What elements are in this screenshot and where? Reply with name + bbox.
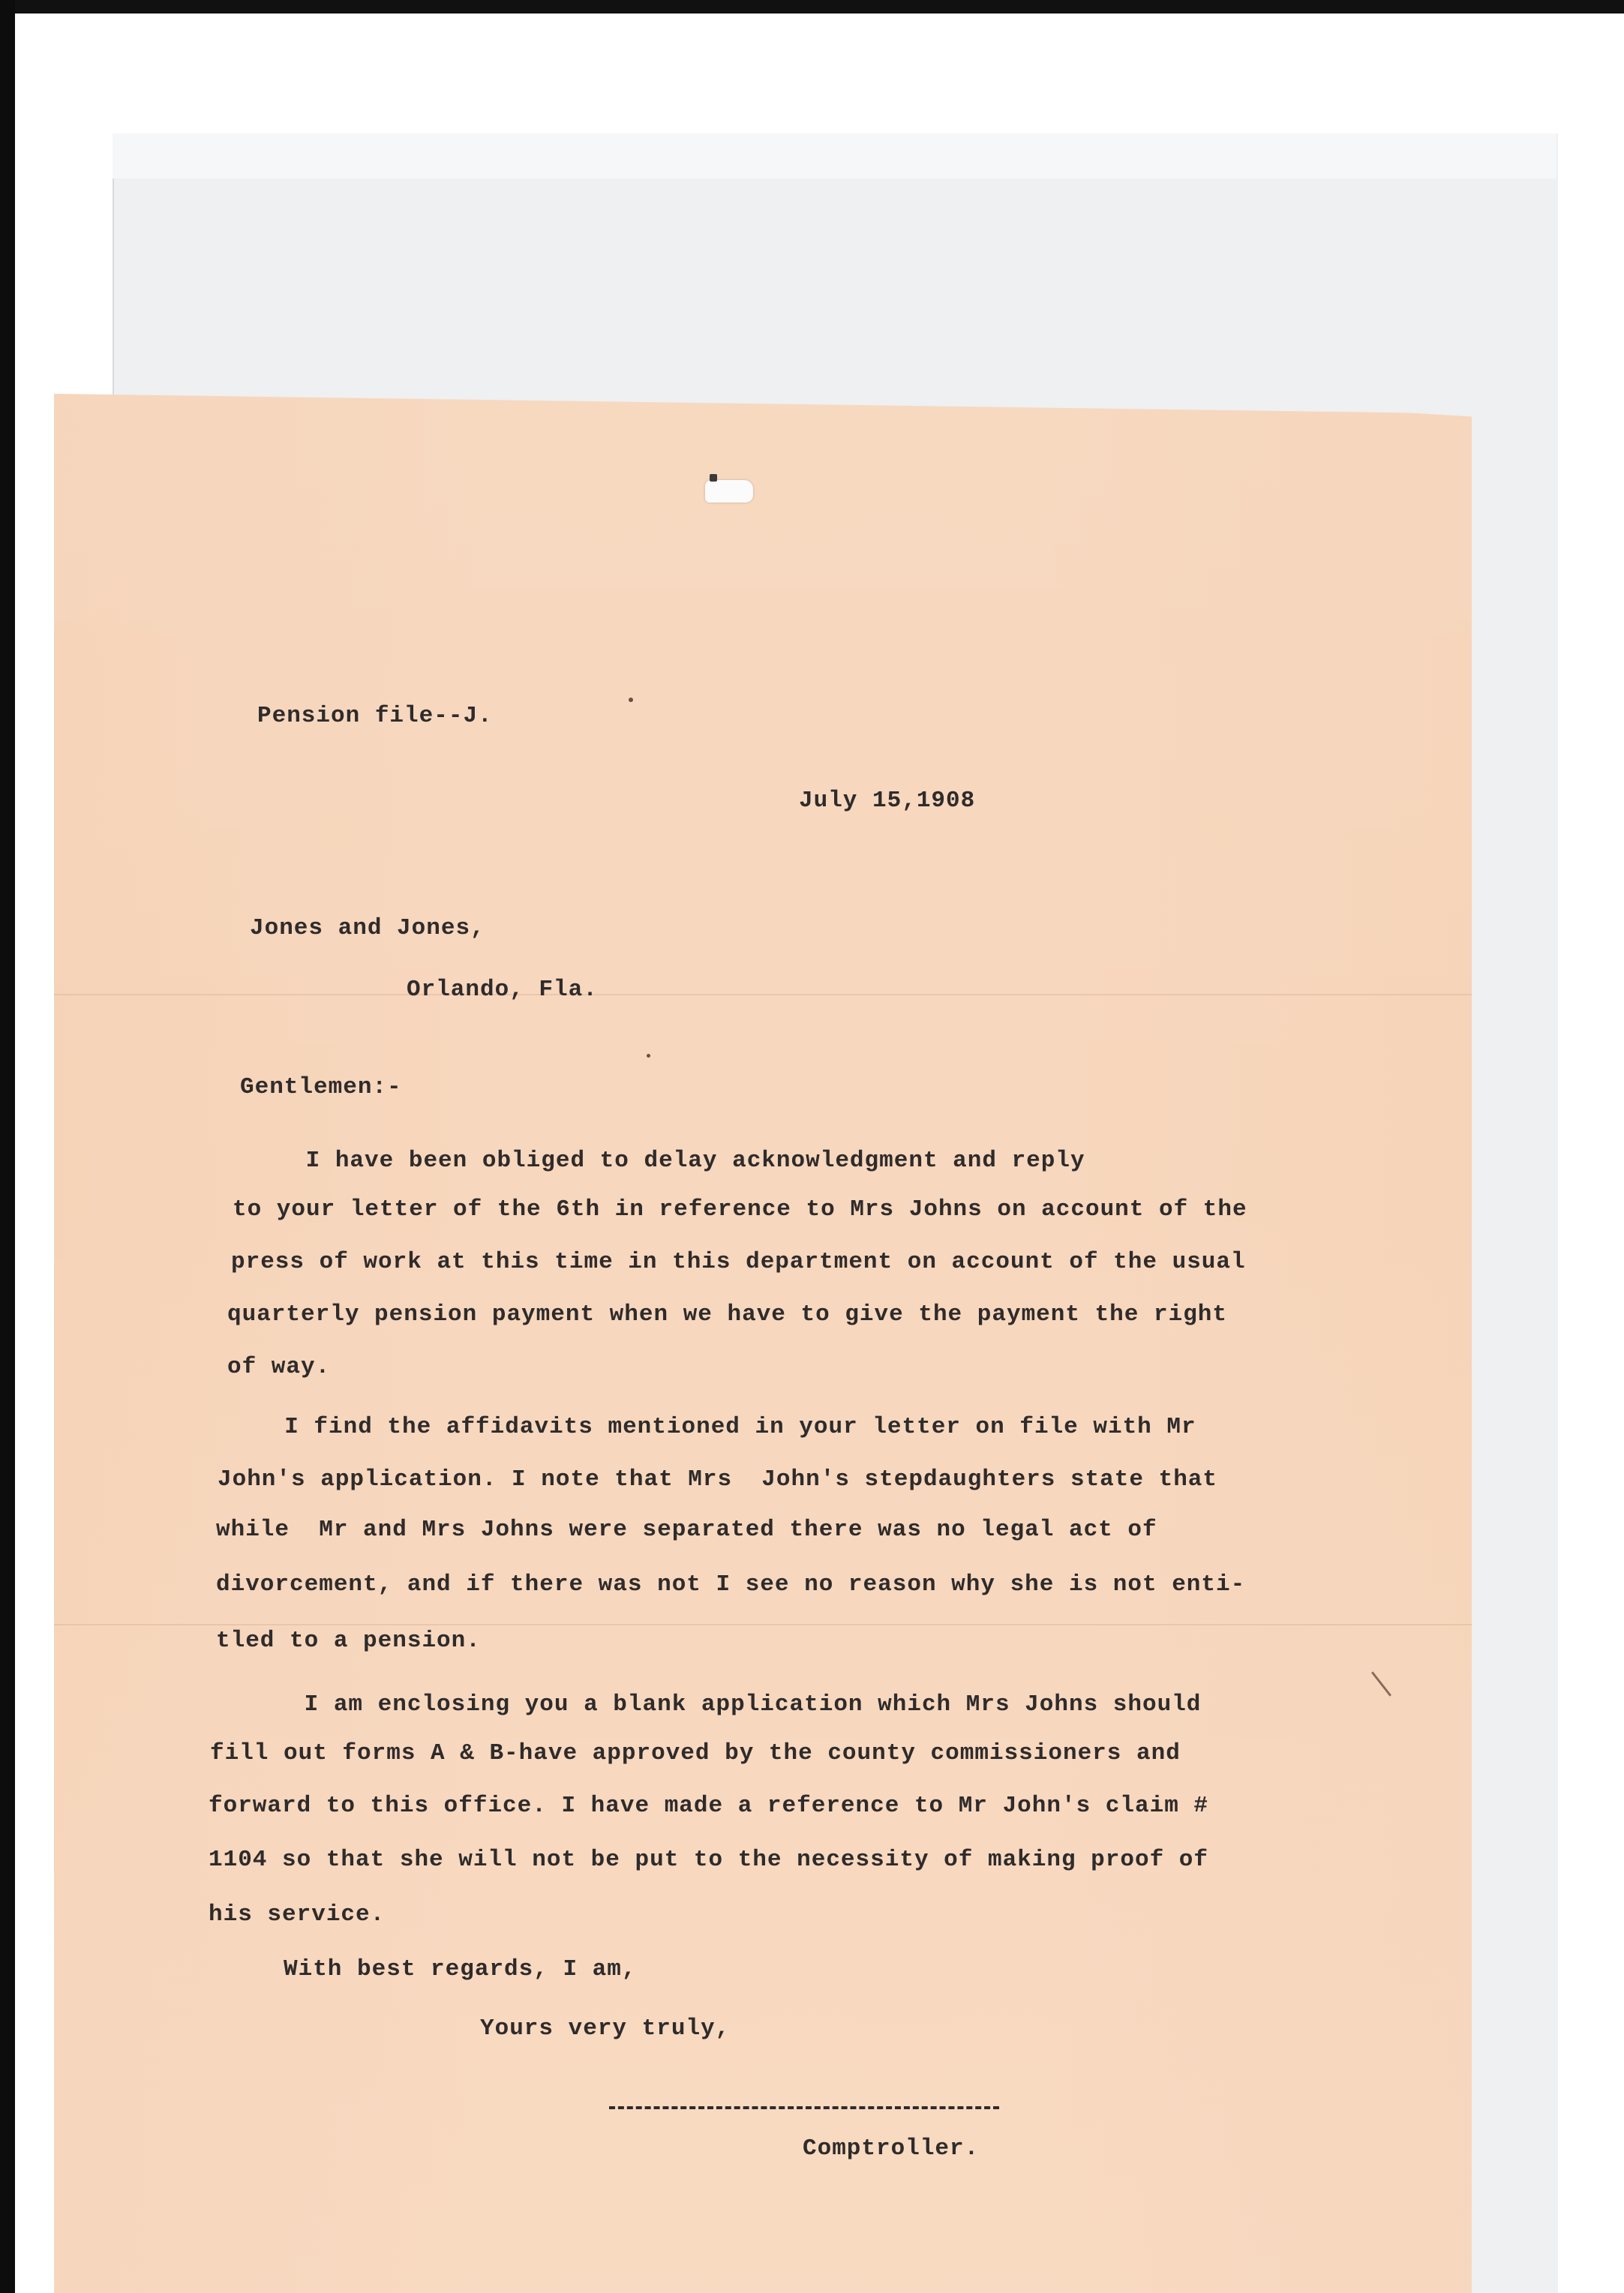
file-reference: Pension file--J.: [257, 703, 493, 729]
salutation: Gentlemen:-: [240, 1074, 402, 1100]
body-line: his service.: [209, 1901, 386, 1928]
fold-line: [54, 994, 1472, 995]
recipient-location: Orlando, Fla.: [407, 977, 598, 1003]
letter-page: [54, 394, 1472, 2293]
ink-speck: [629, 698, 633, 702]
signature-line: [609, 2106, 999, 2109]
body-line: fill out forms A & B-have approved by the county commissioners and: [210, 1740, 1181, 1766]
body-line: tled to a pension.: [216, 1628, 481, 1654]
letter-date: July 15,1908: [799, 788, 976, 814]
body-line: I find the affidavits mentioned in your letter on file with Mr: [255, 1414, 1196, 1440]
body-line: quarterly pension payment when we have to give the payment the right: [227, 1301, 1228, 1328]
recipient-name: Jones and Jones,: [250, 915, 485, 941]
closing-regards: With best regards, I am,: [284, 1956, 637, 1982]
body-line: to your letter of the 6th in reference to Mrs Johns on account of the: [233, 1196, 1247, 1223]
signature-title: Comptroller.: [803, 2135, 980, 2162]
body-line: press of work at this time in this department on account of the usual: [231, 1249, 1246, 1275]
body-line: 1104 so that she will not be put to the necessity of making proof of: [209, 1847, 1209, 1873]
body-line: I am enclosing you a blank application which Mrs Johns should: [216, 1691, 1202, 1718]
body-line: forward to this office. I have made a reference to Mr John's claim #: [209, 1793, 1209, 1819]
ink-speck: [647, 1054, 650, 1058]
scan-frame-top: [0, 0, 1624, 14]
body-line: I have been obliged to delay acknowledgment and reply: [218, 1148, 1085, 1174]
scan-frame-left: [0, 0, 15, 2293]
body-line: John's application. I note that Mrs John's stepdaughters state that: [218, 1466, 1218, 1493]
staple-icon: [705, 480, 753, 503]
mount-sheet-top-strip: [113, 134, 1556, 179]
fold-line: [54, 1624, 1472, 1625]
body-line: while Mr and Mrs Johns were separated there was no legal act of: [216, 1517, 1157, 1543]
body-line: divorcement, and if there was not I see no reason why she is not enti-: [216, 1571, 1246, 1598]
body-line: of way.: [227, 1354, 331, 1380]
complimentary-close: Yours very truly,: [480, 2015, 731, 2042]
